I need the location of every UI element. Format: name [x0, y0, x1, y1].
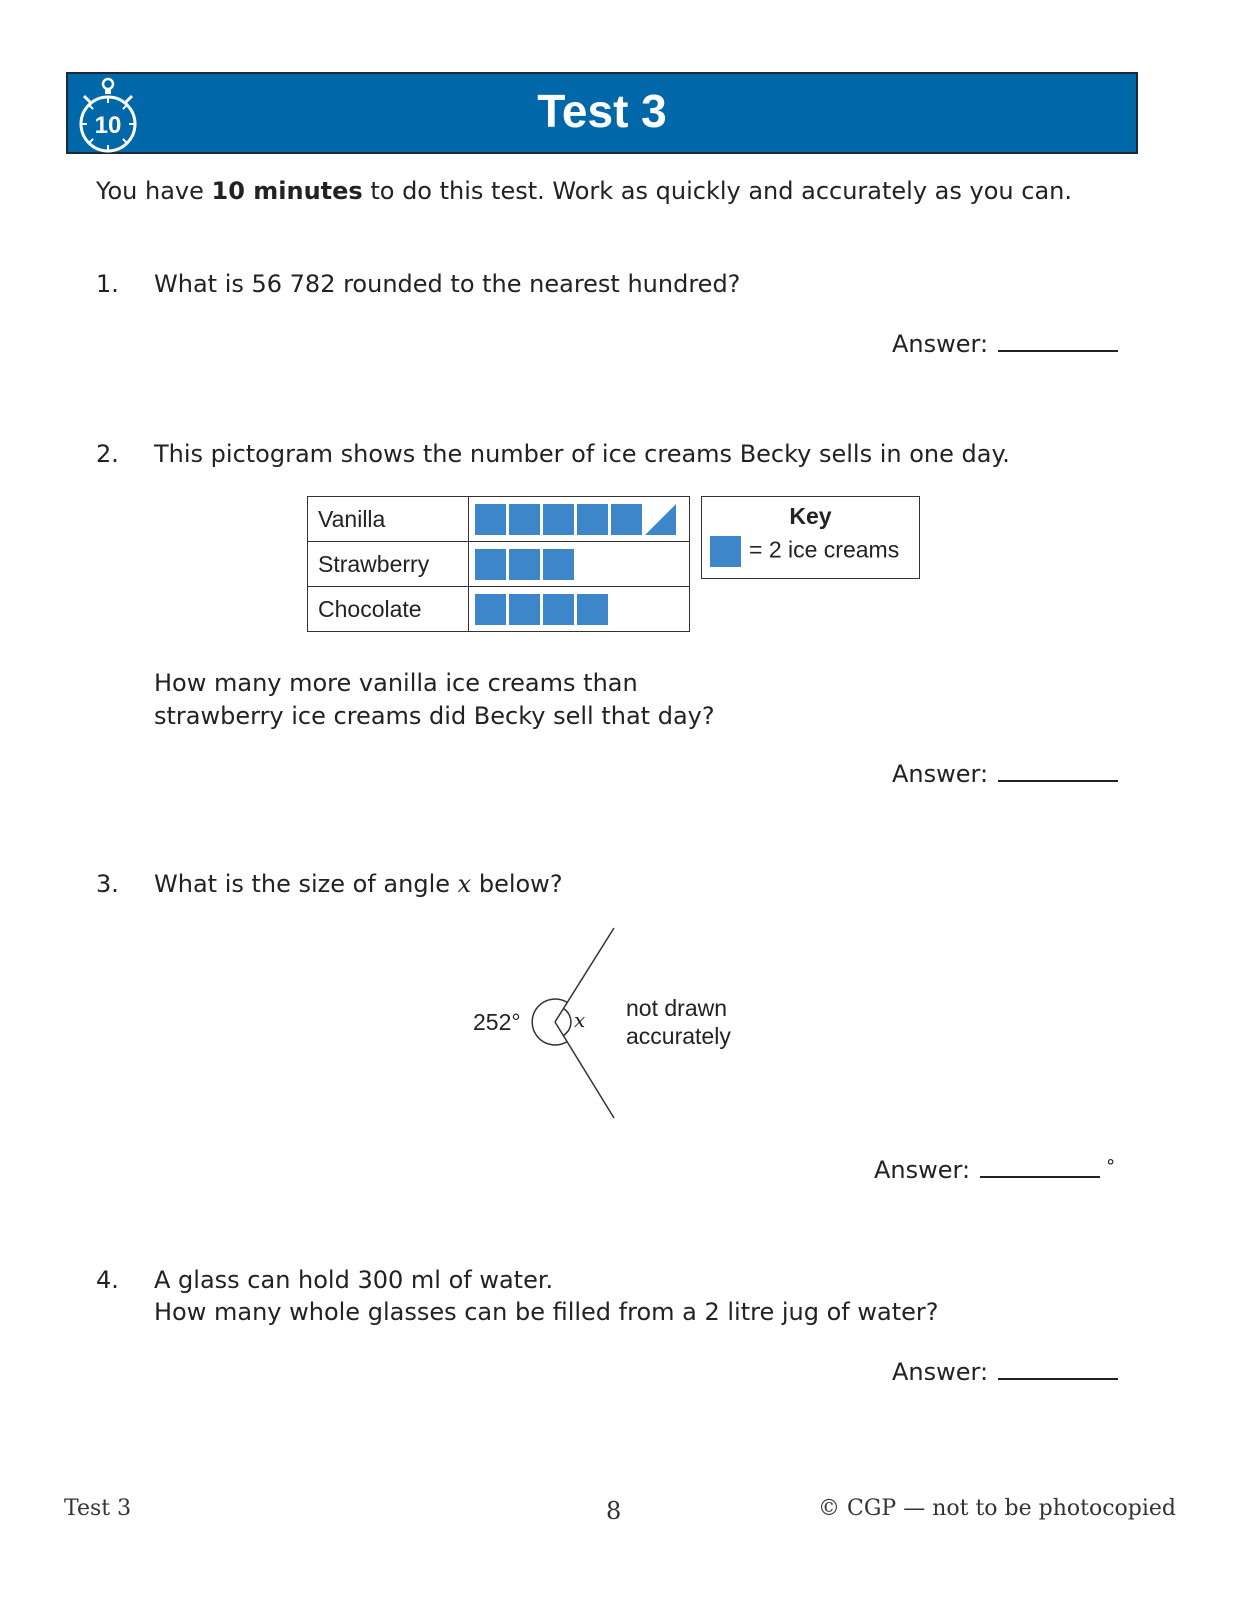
symbol-cell [469, 542, 690, 587]
key-title: Key [789, 503, 832, 529]
ice-cream-symbol [543, 504, 574, 535]
ice-cream-symbol [611, 504, 642, 535]
angle-x-arc [564, 1009, 571, 1036]
question-number: 1. [96, 270, 119, 298]
reflex-angle-arc [532, 999, 568, 1045]
question-text: How many whole glasses can be filled from a 2 litre jug of water? [154, 1298, 939, 1326]
angle-ray-lower [555, 1022, 614, 1118]
answer-field[interactable]: Answer: [892, 1358, 1118, 1386]
question-number: 3. [96, 870, 119, 898]
page-number: 8 [606, 1497, 622, 1525]
ice-cream-symbol [475, 504, 506, 535]
key-label: = 2 ice creams [749, 536, 900, 563]
question-text: What is the size of angle x below? [154, 870, 563, 898]
pictogram-table [307, 496, 690, 632]
ice-cream-symbol [509, 504, 540, 535]
half-ice-cream-symbol [645, 504, 676, 535]
question-number: 2. [96, 440, 119, 468]
question-followup: strawberry ice creams did Becky sell that day? [154, 702, 715, 730]
diagram-note: not drawn [626, 995, 728, 1021]
flavour-label: Chocolate [308, 587, 469, 632]
key-symbol [710, 536, 741, 567]
answer-field[interactable]: Answer: [892, 760, 1118, 788]
ice-cream-symbol [543, 549, 574, 580]
question-text: What is 56 782 rounded to the nearest hundred? [154, 270, 741, 298]
ice-cream-symbol [577, 594, 608, 625]
answer-field[interactable]: Answer: ° [874, 1156, 1116, 1184]
flavour-label: Vanilla [308, 497, 469, 542]
ice-cream-symbol [475, 594, 506, 625]
ice-cream-symbol [475, 549, 506, 580]
question-text: A glass can hold 300 ml of water. [154, 1266, 554, 1294]
ice-cream-symbol [577, 504, 608, 535]
pictogram-row [308, 542, 690, 587]
test-header [66, 72, 1138, 154]
ice-cream-symbol [543, 594, 574, 625]
copyright-notice: © CGP — not to be photocopied [818, 1496, 1176, 1521]
ice-cream-symbol [509, 549, 540, 580]
angle-diagram [460, 920, 780, 1130]
question-number: 4. [96, 1266, 119, 1294]
symbol-cell [469, 497, 690, 542]
question-followup: How many more vanilla ice creams than [154, 669, 638, 697]
pictogram-row [308, 497, 690, 542]
degree-unit: ° [1106, 1156, 1116, 1177]
timer-minutes: 10 [94, 112, 122, 139]
pictogram-key [701, 496, 920, 579]
given-angle-label: 252° [473, 1009, 521, 1035]
unknown-angle-label: x [574, 1008, 586, 1032]
pictogram-row [308, 587, 690, 632]
page-title: Test 3 [537, 85, 667, 137]
footer-test-label: Test 3 [64, 1496, 132, 1521]
symbol-cell [469, 587, 690, 632]
question-text: This pictogram shows the number of ice creams Becky sells in one day. [154, 440, 1010, 468]
diagram-note: accurately [626, 1023, 731, 1049]
answer-field[interactable]: Answer: [892, 330, 1118, 358]
instructions: You have 10 minutes to do this test. Work as quickly and accurately as you can. [96, 177, 1072, 205]
ice-cream-symbol [509, 594, 540, 625]
flavour-label: Strawberry [308, 542, 469, 587]
